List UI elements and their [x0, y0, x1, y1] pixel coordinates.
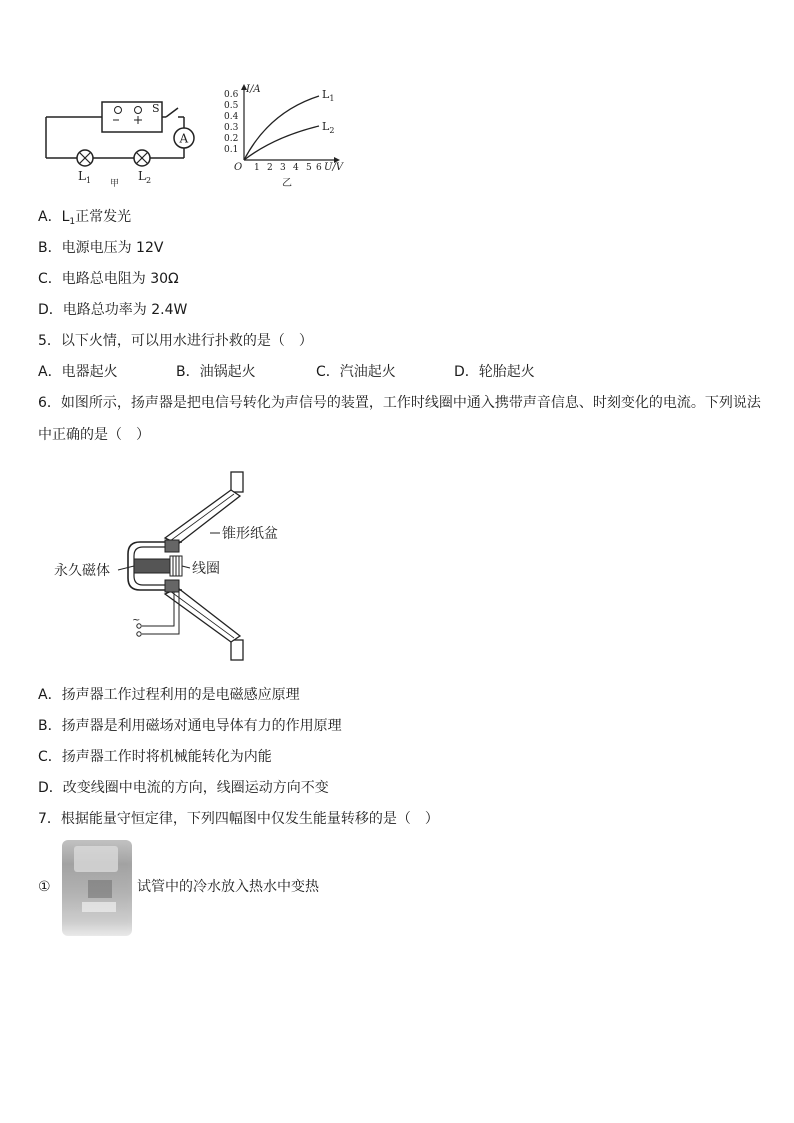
curve-l2 [244, 126, 319, 160]
lamp-l2-icon [134, 150, 150, 166]
graph-x-tick: 5 [306, 163, 312, 173]
magnet-label: 永久磁体 [54, 563, 110, 579]
curve-l2-label: $L_2$ [322, 120, 335, 135]
ac-symbol: ~ [132, 615, 141, 626]
q5-option-d[interactable]: D．轮胎起火 [454, 364, 535, 380]
graph-y-tick: 0.4 [224, 112, 239, 122]
q4-option-b[interactable]: B．电源电压为 12V [38, 240, 164, 256]
q6-option-d[interactable]: D．改变线圈中电流的方向，线圈运动方向不变 [38, 780, 329, 796]
graph-y-tick: 0.1 [224, 145, 239, 155]
graph-y-tick: 0.5 [224, 101, 239, 111]
curve-l1-label: $L_1$ [322, 88, 335, 103]
q5-option-c[interactable]: C．汽油起火 [316, 364, 396, 380]
graph-caption: 乙 [282, 178, 292, 189]
switch-label: S [152, 102, 160, 115]
q6-stem-line1: 6．如图所示，扬声器是把电信号转化为声信号的装置，工作时线圈中通入携带声音信息、时刻变化的电流。下列说法 [38, 395, 761, 411]
graph-x-tick: 6 [316, 163, 322, 173]
circuit-diagram [40, 96, 200, 188]
iu-graph [224, 82, 356, 194]
lamp-l1-label: $L_1$ [78, 169, 92, 185]
q5-option-a[interactable]: A．电器起火 [38, 364, 118, 380]
q5-option-b[interactable]: B．油锅起火 [176, 364, 256, 380]
cone-label: 锥形纸盆 [222, 526, 278, 542]
lamp-l1-icon [77, 150, 93, 166]
q4-option-c[interactable]: C．电路总电阻为 30Ω [38, 271, 179, 287]
q4-option-d[interactable]: D．电路总功率为 2.4W [38, 302, 188, 318]
graph-x-tick: 3 [280, 163, 286, 173]
q7-item1-text: 试管中的冷水放入热水中变热 [137, 879, 319, 895]
coil-label: 线圈 [192, 561, 220, 577]
graph-x-tick: 2 [267, 163, 273, 173]
graph-y-tick: 0.2 [224, 134, 239, 144]
q6-stem-line2: 中正确的是（ ） [38, 427, 150, 443]
graph-x-tick: 1 [254, 163, 260, 173]
ammeter-label: A [179, 131, 189, 146]
graph-x-label: U/V [324, 162, 344, 173]
curve-l1 [244, 96, 319, 160]
q5-options [38, 363, 535, 381]
q6-option-b[interactable]: B．扬声器是利用磁场对通电导体有力的作用原理 [38, 718, 342, 734]
q4-option-a[interactable]: A．$L_1$正常发光 [38, 209, 132, 227]
graph-x-tick: 4 [293, 163, 299, 173]
q7-stem: 7．根据能量守恒定律，下列四幅图中仅发生能量转移的是（ ） [38, 811, 439, 827]
q7-item1-photo [62, 840, 132, 936]
graph-y-tick: 0.3 [224, 123, 239, 133]
loudspeaker-diagram [50, 466, 310, 666]
coil-icon [170, 556, 182, 576]
q6-option-c[interactable]: C．扬声器工作时将机械能转化为内能 [38, 749, 272, 765]
q7-item1-marker: ① [38, 879, 51, 895]
magnet-icon [134, 559, 170, 573]
lamp-l2-label: $L_2$ [138, 169, 152, 185]
graph-origin: O [234, 162, 243, 173]
switch-icon [166, 108, 178, 117]
circuit-caption: 甲 [110, 179, 120, 188]
graph-y-label: I/A [246, 84, 261, 95]
q6-option-a[interactable]: A．扬声器工作过程利用的是电磁感应原理 [38, 687, 300, 703]
graph-y-tick: 0.6 [224, 90, 239, 100]
q5-stem: 5．以下火情，可以用水进行扑救的是（ ） [38, 333, 313, 349]
